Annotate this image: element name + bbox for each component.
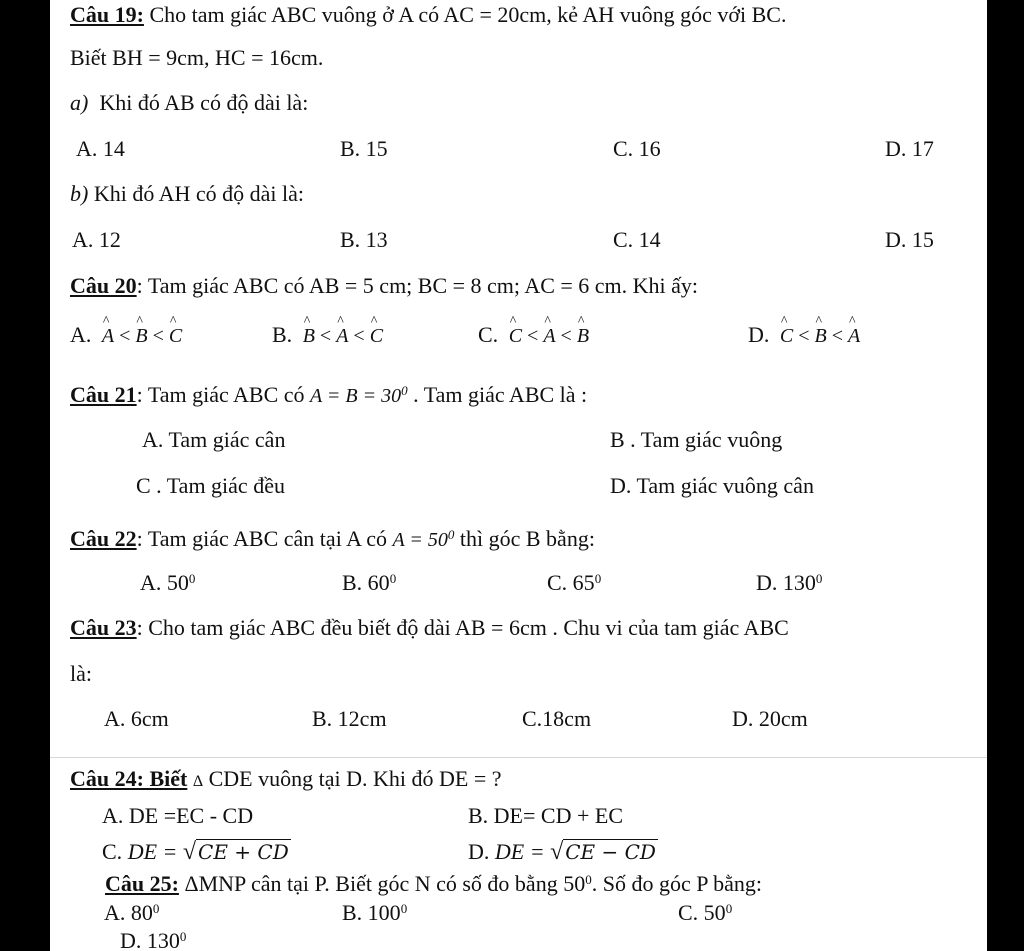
q20-option-c-letter: C. bbox=[478, 322, 499, 347]
less-than: < bbox=[560, 325, 572, 347]
angle-a: ^ A bbox=[102, 326, 114, 346]
angle-c: ^ C bbox=[509, 326, 522, 346]
less-than: < bbox=[527, 325, 539, 347]
degree-sign: 0 bbox=[179, 929, 187, 944]
q24-option-c-lhs: DE = bbox=[127, 839, 183, 864]
less-than: < bbox=[353, 325, 365, 347]
q25-option-c-text: C. 50 bbox=[678, 900, 726, 925]
q19a-option-a: A. 14 bbox=[76, 136, 125, 161]
q21-option-d: D. Tam giác vuông cân bbox=[610, 473, 814, 498]
q19b-option-d: D. 15 bbox=[885, 227, 934, 252]
q24-stem bbox=[70, 768, 502, 790]
q23-stem bbox=[70, 617, 789, 639]
q23-option-a: A. 6cm bbox=[104, 706, 169, 731]
q25-option-c bbox=[678, 902, 732, 924]
q24-option-a: A. DE =EC - CD bbox=[102, 803, 254, 828]
q19-label: Câu 19: bbox=[70, 2, 144, 27]
q25-option-d-text: D. 130 bbox=[120, 928, 180, 951]
q20-option-d-letter: D. bbox=[748, 322, 770, 347]
q23-text-line2: là: bbox=[70, 661, 92, 686]
q24-option-b: B. DE= CD + EC bbox=[468, 803, 623, 828]
degree-sign: 0 bbox=[447, 527, 455, 542]
angle-b: ^ B bbox=[815, 326, 827, 346]
degree-sign: 0 bbox=[400, 901, 408, 916]
q24-option-d-label: D. bbox=[468, 839, 490, 864]
angle-c: ^ C bbox=[780, 326, 793, 346]
degree-sign: 0 bbox=[188, 571, 196, 586]
q24-option-d-radicand: CE − CD bbox=[565, 840, 656, 864]
q20-option-a bbox=[70, 324, 182, 346]
q22-option-a bbox=[140, 572, 195, 594]
q21-math bbox=[310, 385, 408, 407]
q19b-option-b: B. 13 bbox=[340, 227, 388, 252]
q19-line2: Biết BH = 9cm, HC = 16cm. bbox=[70, 45, 324, 70]
q22-option-c-text: C. 65 bbox=[547, 570, 595, 595]
angle-a: ^ A bbox=[543, 326, 555, 346]
degree-sign: 0 bbox=[585, 872, 592, 887]
q21-math-expr: A = B = 30 bbox=[310, 385, 402, 407]
right-black-border bbox=[987, 0, 1024, 951]
q23-option-b: B. 12cm bbox=[312, 706, 387, 731]
q19b-option-c: C. 14 bbox=[613, 227, 661, 252]
q25-text: ΔMNP cân tại P. Biết góc N có số đo bằng 50 bbox=[178, 871, 586, 896]
section-divider bbox=[50, 757, 987, 758]
less-than: < bbox=[798, 325, 810, 347]
q20-label: Câu 20 bbox=[70, 273, 137, 298]
q22-option-a-text: A. 50 bbox=[140, 570, 189, 595]
q22-math-expr: A = 50 bbox=[392, 529, 448, 551]
q25-stem bbox=[105, 873, 762, 895]
q22-stem bbox=[70, 528, 595, 550]
q23-label: Câu 23 bbox=[70, 615, 137, 640]
q22-label: Câu 22 bbox=[70, 526, 137, 551]
q19a-stem bbox=[70, 92, 308, 114]
q24-option-c-formula bbox=[128, 839, 291, 864]
q22-text-pre: : Tam giác ABC cân tại A có bbox=[136, 526, 388, 551]
degree-sign: 0 bbox=[815, 571, 823, 586]
q24-option-d bbox=[468, 840, 658, 864]
q24-option-c bbox=[102, 840, 291, 864]
q21-option-a: A. Tam giác cân bbox=[142, 427, 286, 452]
degree-sign: 0 bbox=[594, 571, 602, 586]
q25-option-a bbox=[104, 902, 159, 924]
q20-option-b-letter: B. bbox=[272, 322, 293, 347]
q20-stem bbox=[70, 275, 698, 297]
q19-text: Cho tam giác ABC vuông ở A có AC = 20cm, kẻ AH vuông góc với BC. bbox=[143, 2, 787, 27]
less-than: < bbox=[152, 325, 164, 347]
angle-b: ^ B bbox=[135, 326, 147, 346]
q25-option-b bbox=[342, 902, 407, 924]
q19b-option-a: A. 12 bbox=[72, 227, 121, 252]
q21-stem bbox=[70, 384, 587, 406]
q22-option-d-text: D. 130 bbox=[756, 570, 816, 595]
q25-option-a-text: A. 80 bbox=[104, 900, 153, 925]
degree-sign: 0 bbox=[401, 383, 408, 398]
q20-option-d bbox=[748, 324, 860, 346]
q19a-option-c: C. 16 bbox=[613, 136, 661, 161]
q20-option-c bbox=[478, 324, 589, 346]
q19a-option-d: D. 17 bbox=[885, 136, 934, 161]
sqrt-sign: √ bbox=[182, 839, 197, 865]
q24-label: Câu 24: Biết bbox=[70, 766, 188, 791]
degree-sign: 0 bbox=[152, 901, 160, 916]
angle-a: ^ A bbox=[336, 326, 348, 346]
less-than: < bbox=[319, 325, 332, 347]
degree-sign: 0 bbox=[725, 901, 733, 916]
q22-option-b bbox=[342, 572, 396, 594]
q25-text-post: . Số đo góc P bằng: bbox=[591, 871, 762, 896]
triangle-symbol: Δ bbox=[192, 773, 204, 790]
q20-option-b bbox=[272, 324, 383, 346]
sqrt-sign: √ bbox=[550, 839, 564, 865]
degree-sign: 0 bbox=[389, 571, 397, 586]
q25-option-d bbox=[120, 930, 186, 951]
left-black-border bbox=[0, 0, 50, 951]
q23-option-d: D. 20cm bbox=[732, 706, 808, 731]
q19a-option-b: B. 15 bbox=[340, 136, 388, 161]
q24-text: CDE vuông tại D. Khi đó DE = ? bbox=[208, 766, 502, 791]
q22-option-d bbox=[756, 572, 822, 594]
q24-option-c-label: C. bbox=[102, 839, 123, 864]
q19b-text: Khi đó AH có độ dài là: bbox=[93, 181, 305, 206]
q19a-label: a) bbox=[70, 90, 89, 115]
q19a-text: Khi đó AB có độ dài là: bbox=[99, 90, 309, 115]
q21-text-pre: : Tam giác ABC có bbox=[136, 382, 305, 407]
angle-c: ^ C bbox=[370, 326, 383, 346]
q22-math bbox=[393, 529, 455, 551]
less-than: < bbox=[119, 325, 131, 347]
q19b-label: b) bbox=[70, 181, 89, 206]
q23-text: : Cho tam giác ABC đều biết độ dài AB = 6cm . Chu vi của tam giác ABC bbox=[136, 615, 789, 640]
q21-option-c: C . Tam giác đều bbox=[136, 473, 285, 498]
q25-option-b-text: B. 100 bbox=[342, 900, 401, 925]
q23-option-c: C.18cm bbox=[522, 706, 592, 731]
q21-label: Câu 21 bbox=[70, 382, 137, 407]
q24-option-c-radicand: CE + CD bbox=[198, 840, 289, 864]
q19b-stem bbox=[70, 183, 304, 205]
q20-option-a-letter: A. bbox=[70, 322, 92, 347]
q21-option-b: B . Tam giác vuông bbox=[610, 427, 783, 452]
angle-c: ^ C bbox=[169, 326, 182, 346]
q19-line1 bbox=[70, 4, 786, 26]
q21-text-post: . Tam giác ABC là : bbox=[413, 382, 588, 407]
worksheet-page bbox=[50, 0, 987, 951]
angle-b: ^ B bbox=[303, 326, 315, 346]
q22-option-b-text: B. 60 bbox=[342, 570, 390, 595]
q25-label: Câu 25: bbox=[105, 871, 179, 896]
q20-text: : Tam giác ABC có AB = 5 cm; BC = 8 cm; AC = 6 cm. Khi ấy: bbox=[136, 273, 699, 298]
q22-text-post: thì góc B bằng: bbox=[459, 526, 595, 551]
q24-option-d-lhs: DE = bbox=[494, 839, 551, 864]
less-than: < bbox=[831, 325, 844, 347]
angle-a: ^ A bbox=[848, 326, 860, 346]
angle-b: ^ B bbox=[577, 326, 589, 346]
q24-option-d-formula bbox=[495, 839, 658, 864]
q22-option-c bbox=[547, 572, 601, 594]
